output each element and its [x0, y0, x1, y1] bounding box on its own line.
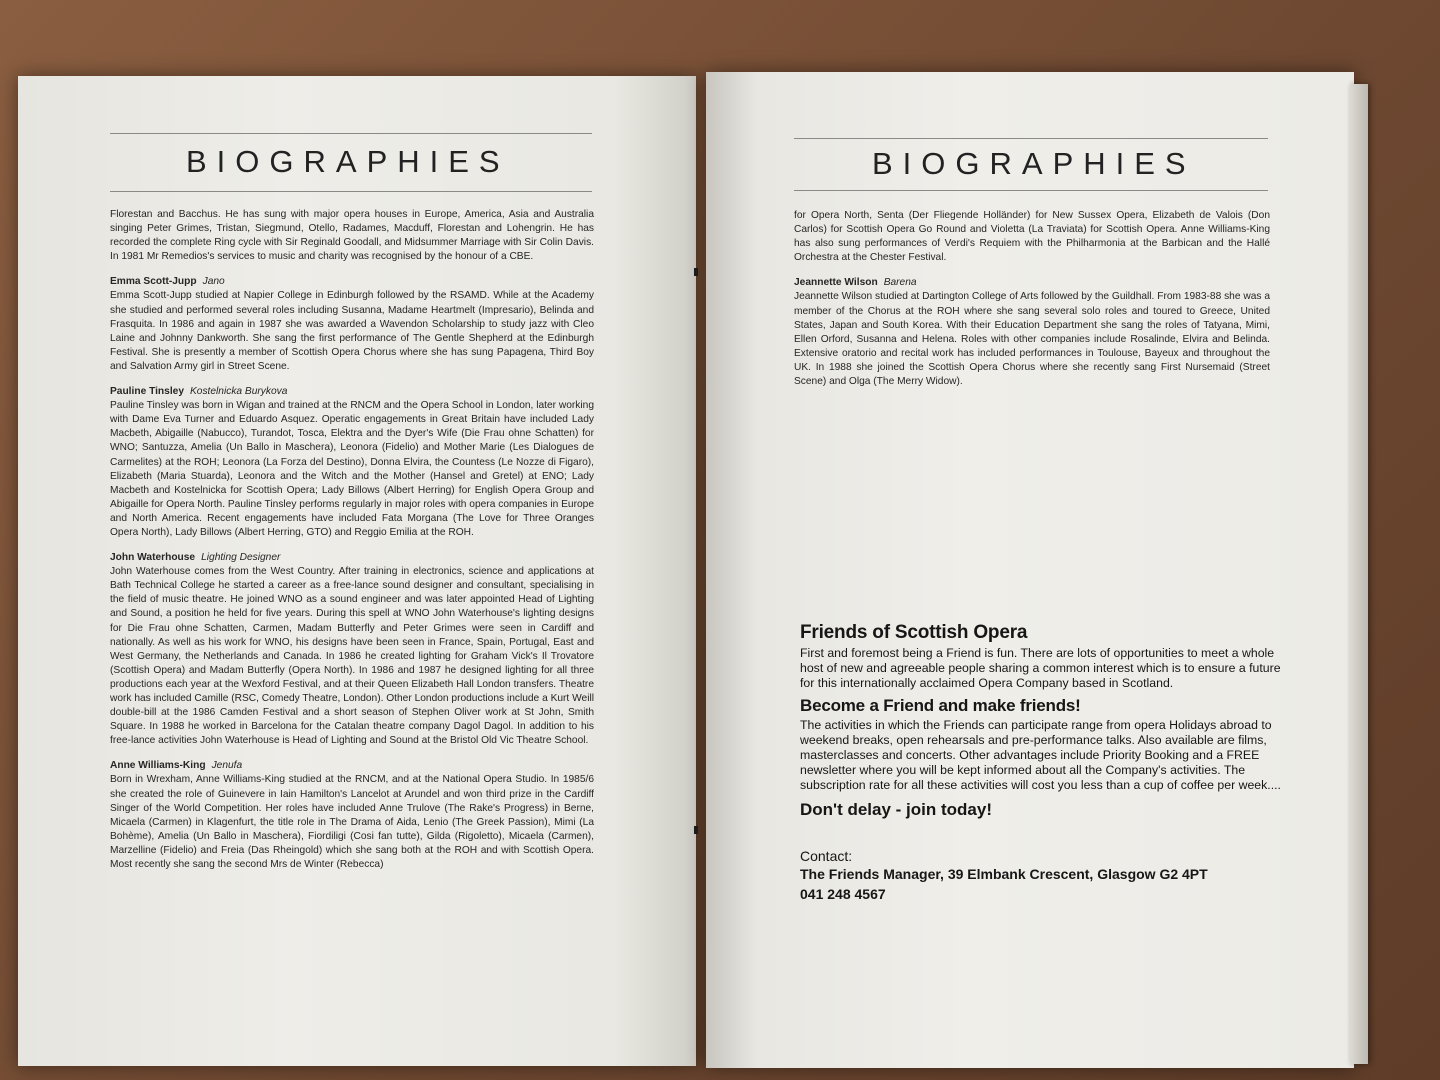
continued-paragraph: for Opera North, Senta (Der Fliegende Holländer) for New Sussex Opera, Elizabeth de Valois (Don Carlos) for Scottish Opera Go Round and Violetta (La Traviata) for Scottish Opera. Anne Williams-King has also sung performances of Verdi's Requiem with the Philharmonia at the Barbican and the Hallé Orchestra at the Chester Festival. — [794, 210, 1270, 264]
staple — [694, 826, 698, 834]
biography-entry — [110, 759, 594, 872]
page-heading: BIOGRAPHIES — [872, 146, 1196, 181]
biography-entry — [794, 276, 1270, 389]
performer-name: John Waterhouse — [110, 552, 196, 564]
page-heading: BIOGRAPHIES — [186, 144, 510, 179]
staple — [694, 268, 698, 276]
contact-label: Contact: — [800, 847, 853, 864]
heading-rule — [794, 138, 1268, 139]
friends-advert — [800, 622, 1290, 904]
performer-role: Jano — [202, 276, 225, 288]
friends-title: Friends of Scottish Opera — [800, 622, 1028, 643]
join-call-to-action: Don't delay - join today! — [800, 799, 992, 819]
contact-address: The Friends Manager, 39 Elmbank Crescent, Glasgow G2 4PT — [800, 865, 1208, 882]
biography-entry — [110, 275, 594, 374]
friends-intro: First and foremost being a Friend is fun. There are lots of opportunities to meet a whole host of new and agreeable people sharing a common interest which is to ensure a future for this internationally acclaimed Opera Company based in Scotland. — [800, 646, 1281, 691]
biography-text: Jeannette Wilson studied at Dartington College of Arts followed by the Guildhall. From 1983-88 she was a member of the Chorus at the ROH where she sang several solo roles and toured to Greece, United States, Japan and South Korea. With their Education Department she sang the roles of Tatyana, Mimi, Ellen Orford, Susanna and Helena. Roles with other companies include Rosalinde, Elvira and Belinda. Extensive oratorio and recital work has included performances in Toulouse, Bayeux and throughout the UK. In 1988 she joined the Scottish Opera Chorus where she recently sang First Nursemaid (Street Scene) and Olga (The Merry Widow). — [794, 291, 1270, 388]
right-page — [706, 72, 1354, 1068]
performer-role: Jenufa — [211, 760, 243, 772]
biography-text: Pauline Tinsley was born in Wigan and trained at the RNCM and the Opera School in London, later working with Dame Eva Turner and Eduardo Asquez. Operatic engagements in Great Britain have included Lady Macbeth, Abigaille (Nabucco), Turandot, Tosca, Elektra and the Dyer's Wife (Die Frau ohne Schatten) for WNO; Santuzza, Amelia (Un Ballo in Maschera), Leonora (Fidelio) and Mother Marie (Les Dialogues de Carmelites) at the ROH; Leonora (La Forza del Destino), Donna Elvira, the Countess (Le Nozze di Figaro), Elizabeth (Maria Stuarda), Leonora and the Witch and the Mother (Hansel and Gretel) at ENO; Lady Macbeth and Kostelnicka for Scottish Opera; Lady Billows (Albert Herring) for English Opera Group and Abigaille for Opera North. Pauline Tinsley performs regularly in major roles with opera companies in Europe and North America. Recent engagements have included Fata Morgana (The Love for Three Oranges Opera North), Lady Billows (Albert Herring, GTO) and Reggio Emilia at the ROH. — [110, 400, 594, 538]
friends-subtitle: Become a Friend and make friends! — [800, 695, 1081, 715]
biography-column — [794, 209, 1270, 389]
biography-column — [110, 208, 594, 872]
heading-rule — [110, 191, 592, 192]
friends-body: The activities in which the Friends can participate range from opera Holidays abroad to weekend breaks, open rehearsals and pre-performance talks. Also available are films, masterclasses and concerts. Other advantages include Priority Booking and a FREE newsletter where you will be kept informed about all the Company's activities. The subscription rate for all these activities will cost you less than a cup of coffee per week.... — [800, 717, 1281, 793]
performer-role: Kostelnicka Burykova — [189, 386, 288, 398]
performer-name: Emma Scott-Jupp — [110, 276, 197, 288]
performer-name: Jeannette Wilson — [794, 277, 878, 289]
biography-entry — [110, 385, 594, 540]
page-stack-edge — [1350, 84, 1368, 1064]
heading-rule — [110, 133, 592, 134]
biography-entry — [110, 551, 594, 748]
contact-phone: 041 248 4567 — [800, 885, 886, 902]
performer-role: Barena — [883, 277, 917, 289]
biography-text: Born in Wrexham, Anne Williams-King studied at the RNCM, and at the National Opera Studio. In 1985/6 she created the role of Guinevere in Iain Hamilton's Lancelot at Arundel and won third prize in the Cardiff Singer of the World Competition. Her roles have included Anne Trulove (The Rake's Progress) in Berne, Micaela (Carmen) in Klagenfurt, the title role in The Drama of Aida, Lenio (The Greek Passion), Mimi (La Bohème), Amelia (Un Ballo in Maschera), Fiordiligi (Cosi fan tutte), Gilda (Rigoletto), Micaela (Carmen), Marzelline (Fidelio) and Freia (Das Rheingold) which she sang both at the ROH and with Scottish Opera. Most recently she sang the second Mrs de Winter (Rebecca) — [110, 774, 594, 871]
performer-name: Pauline Tinsley — [110, 386, 184, 398]
biography-text: Emma Scott-Jupp studied at Napier College in Edinburgh followed by the RSAMD. While at the Academy she studied and performed several roles including Susanna, Madame Heartmelt (Impresario), Belinda and Frasquita. In 1986 and again in 1987 she was awarded a Wavendon Scholarship to study jazz with Cleo Laine and Johnny Dankworth. She sang the first performance of The Gentle Shepherd at the Edinburgh Festival. She is presently a member of Scottish Opera Chorus where she has sung Papagena, Third Boy and Salvation Army girl in Street Scene. — [110, 290, 594, 372]
left-page — [18, 76, 696, 1066]
continued-paragraph: Florestan and Bacchus. He has sung with major opera houses in Europe, America, Asia and Australia singing Peter Grimes, Tristan, Siegmund, Otello, Radames, Macduff, Florestan and Lohengrin. He has recorded the complete Ring cycle with Sir Reginald Goodall, and Midsummer Marriage with Sir Colin Davis. In 1981 Mr Remedios's services to music and charity was recognised by the honour of a CBE. — [110, 209, 594, 263]
performer-role: Lighting Designer — [201, 552, 281, 564]
heading-rule — [794, 190, 1268, 191]
biography-text: John Waterhouse comes from the West Country. After training in electronics, science and applications at Bath Technical College he started a career as a free-lance sound designer and consultant, specialising in the field of music theatre. He joined WNO as a sound engineer and was later appointed Head of Lighting and Sound, a position he held for five years. During this spell at WNO John Waterhouse's lighting designs for Die Frau ohne Schatten, Carmen, Madam Butterfly and Peter Grimes were seen in Cardiff and nationally. As well as his work for WNO, his designs have been seen in France, Spain, Portugal, East and West Germany, the Netherlands and Canada. In 1986 he created lighting for Graham Vick's Il Trovatore (Scottish Opera) and Madam Butterfly (Opera North). In 1986 and 1987 he designed lighting for all three productions each year at the Wexford Festival, and at their Queen Elizabeth Hall London transfers. Theatre work has included Camille (RSC, Comedy Theatre, London). Other London productions include a Kurt Weill double-bill at the 1986 Camden Festival and a short season of Stephen Oliver work at St John, Smith Square. In 1988 he worked in Barcelona for the Catalan theatre company Dagol Dagol. In addition to his free-lance activities John Waterhouse is Head of Lighting and Sound at the Bristol Old Vic Theatre School. — [110, 566, 594, 747]
performer-name: Anne Williams-King — [110, 760, 206, 772]
